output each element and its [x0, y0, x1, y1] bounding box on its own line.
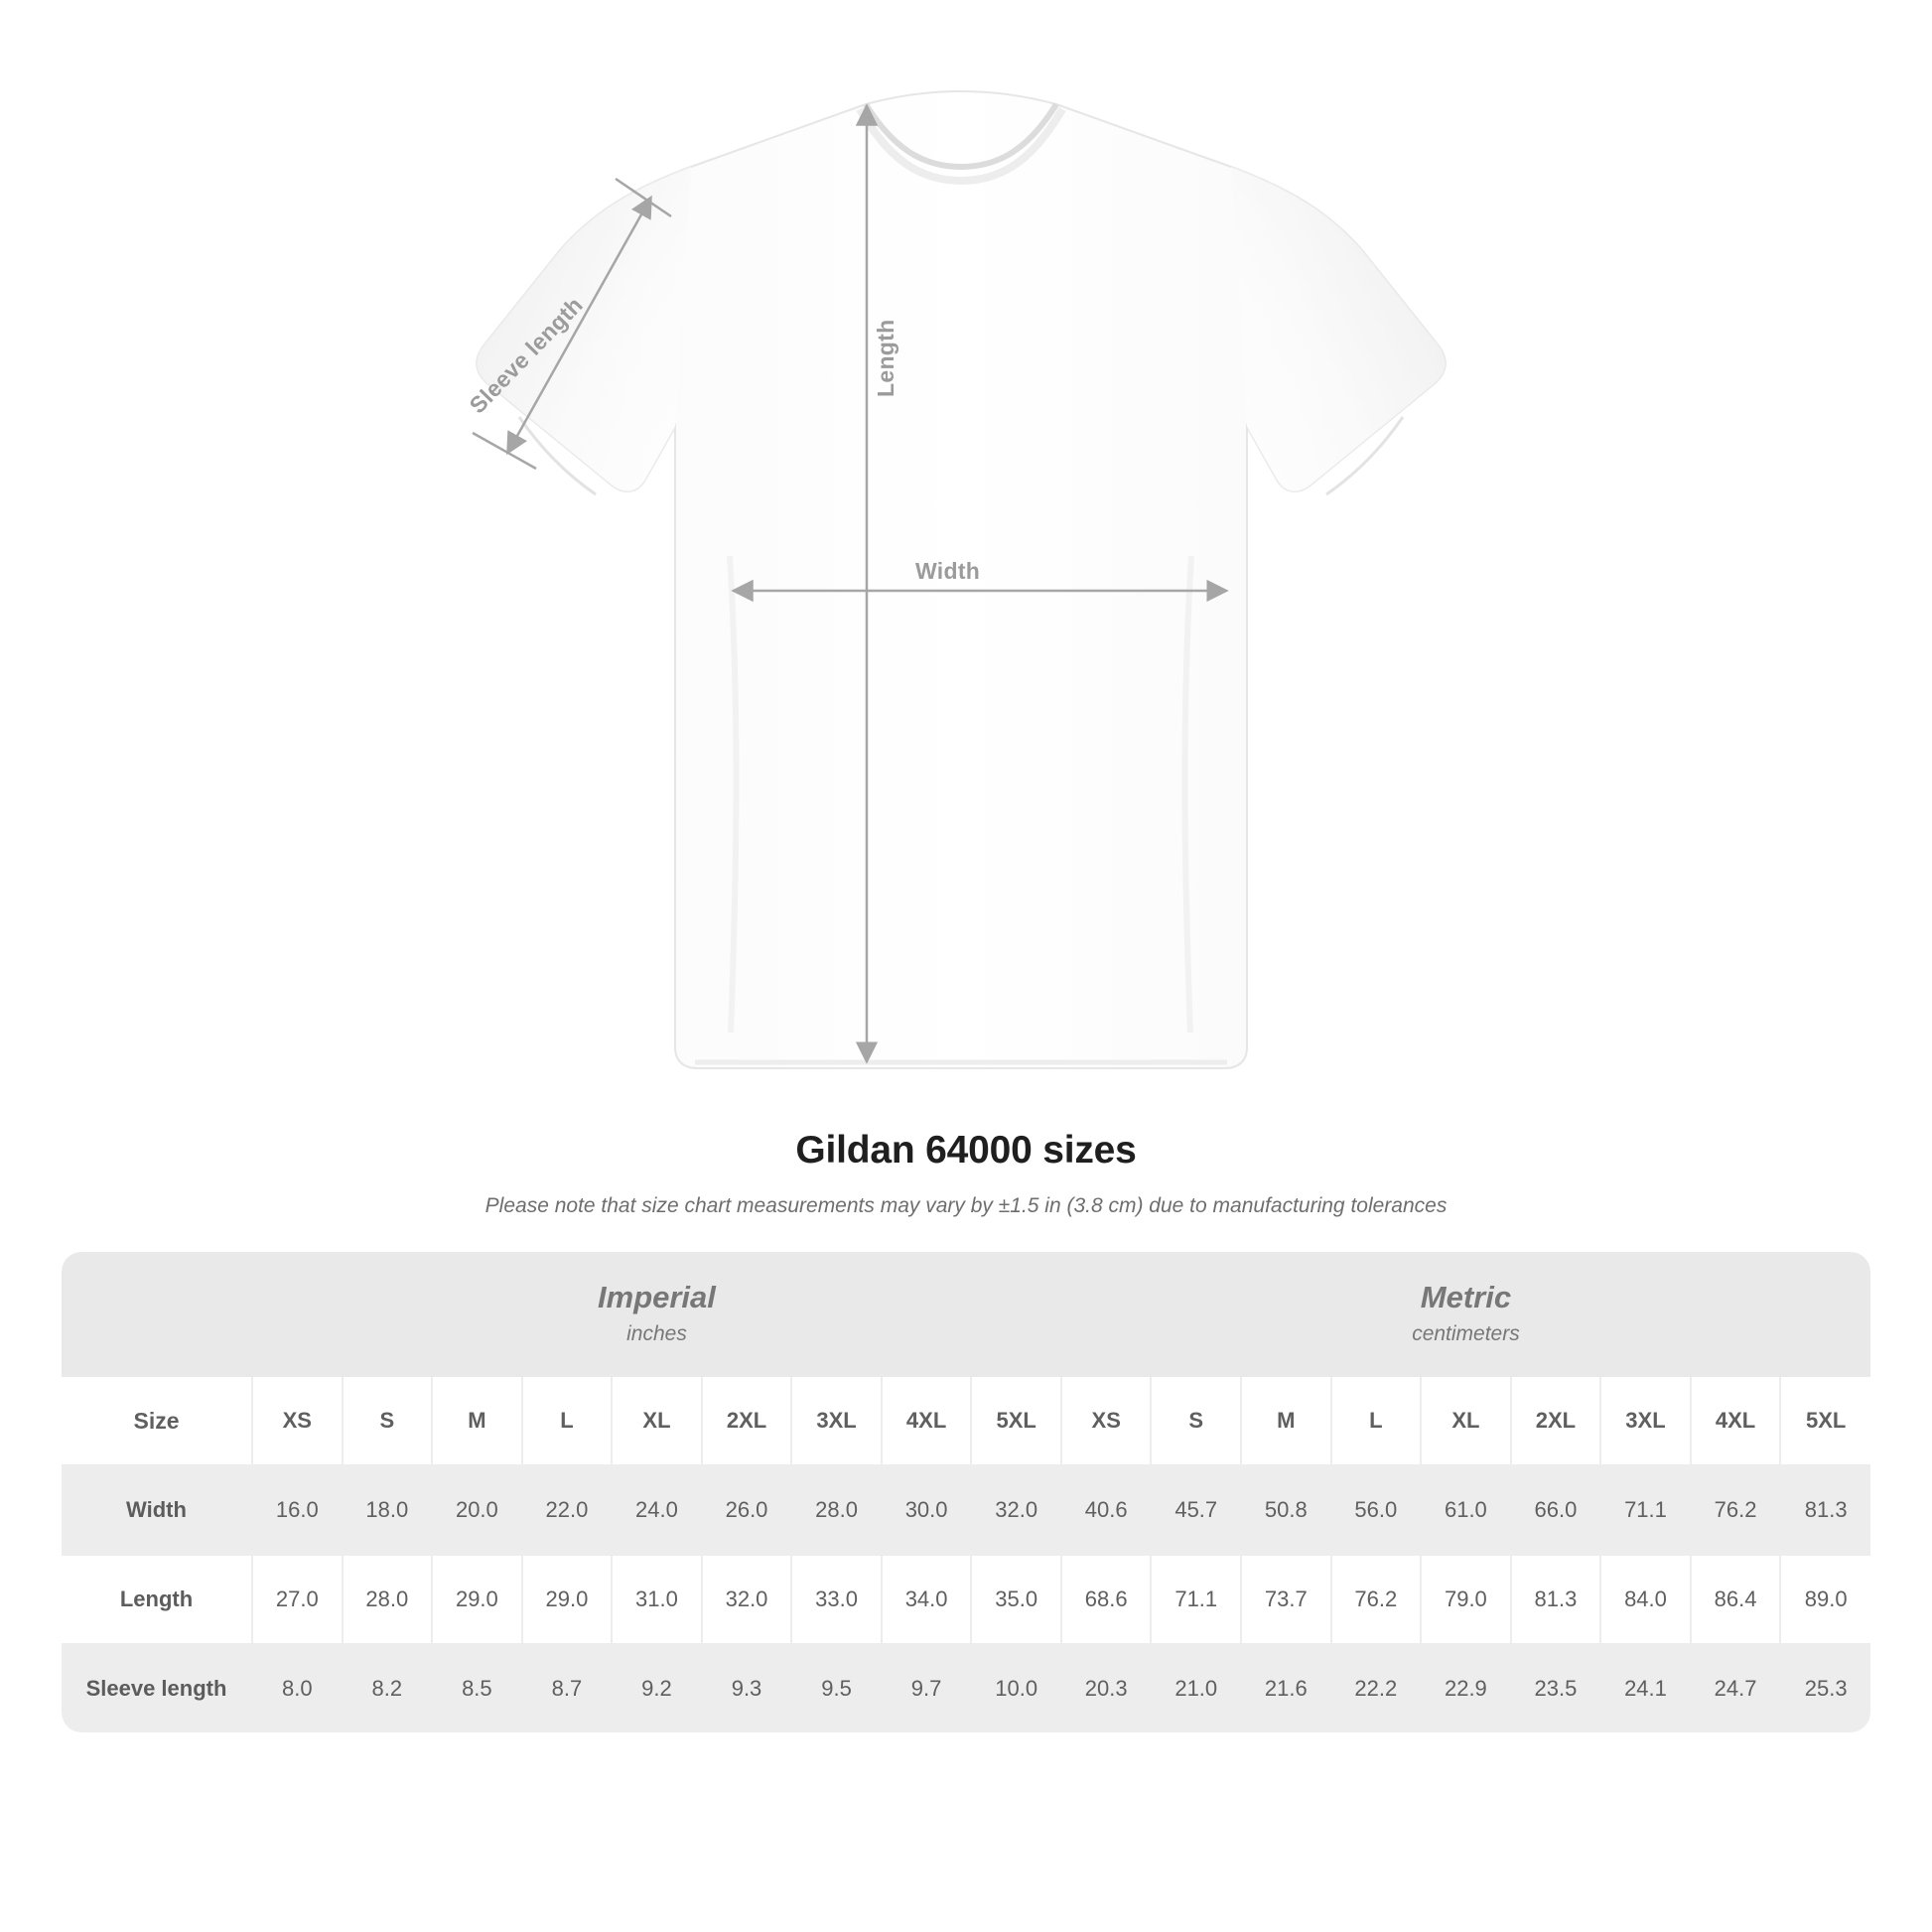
measurement-cell: 31.0 — [612, 1555, 702, 1644]
measurement-cell: 8.2 — [343, 1644, 433, 1732]
measurement-cell: 23.5 — [1511, 1644, 1601, 1732]
measurement-cell: 79.0 — [1421, 1555, 1511, 1644]
measurement-cell: 45.7 — [1151, 1465, 1241, 1555]
measurement-cell: 8.7 — [522, 1644, 613, 1732]
table-row — [62, 1465, 1870, 1555]
title-block — [0, 1129, 1932, 1218]
size-header-cell: 4XL — [1691, 1377, 1781, 1465]
measurement-cell: 27.0 — [252, 1555, 343, 1644]
size-header-cell: S — [1151, 1377, 1241, 1465]
row-label-sleeve-length: Sleeve length — [62, 1644, 252, 1732]
measurement-cell: 81.3 — [1511, 1555, 1601, 1644]
measurement-cell: 22.2 — [1331, 1644, 1422, 1732]
measurement-cell: 81.3 — [1780, 1465, 1870, 1555]
size-row-label: Size — [62, 1377, 252, 1465]
measurement-cell: 9.2 — [612, 1644, 702, 1732]
measurement-cell: 18.0 — [343, 1465, 433, 1555]
measurement-cell: 20.3 — [1061, 1644, 1152, 1732]
size-header-cell: XS — [252, 1377, 343, 1465]
size-header-cell: 3XL — [791, 1377, 882, 1465]
measurement-cell: 21.6 — [1241, 1644, 1331, 1732]
size-table-wrapper — [62, 1252, 1870, 1732]
measurement-cell: 76.2 — [1691, 1465, 1781, 1555]
size-header-cell: 2XL — [702, 1377, 792, 1465]
measurement-cell: 50.8 — [1241, 1465, 1331, 1555]
row-label-width: Width — [62, 1465, 252, 1555]
measurement-cell: 9.7 — [882, 1644, 972, 1732]
measurement-cell: 8.0 — [252, 1644, 343, 1732]
measurement-cell: 10.0 — [971, 1644, 1061, 1732]
measurement-cell: 71.1 — [1151, 1555, 1241, 1644]
measurement-cell: 56.0 — [1331, 1465, 1422, 1555]
size-header-cell: M — [432, 1377, 522, 1465]
page-title: Gildan 64000 sizes — [795, 1129, 1137, 1172]
imperial-system-label: Imperial — [598, 1279, 716, 1314]
measurement-cell: 34.0 — [882, 1555, 972, 1644]
measurement-cell: 32.0 — [702, 1555, 792, 1644]
measurement-cell: 33.0 — [791, 1555, 882, 1644]
table-row — [62, 1555, 1870, 1644]
size-header-cell: L — [522, 1377, 613, 1465]
measurement-cell: 24.7 — [1691, 1644, 1781, 1732]
size-header-cell: XL — [612, 1377, 702, 1465]
measurement-cell: 29.0 — [432, 1555, 522, 1644]
measurement-cell: 89.0 — [1780, 1555, 1870, 1644]
size-header-cell: XS — [1061, 1377, 1152, 1465]
size-header-cell: 5XL — [971, 1377, 1061, 1465]
measurement-cell: 71.1 — [1600, 1465, 1691, 1555]
metric-unit-label: centimeters — [1412, 1321, 1520, 1345]
measurement-cell: 28.0 — [343, 1555, 433, 1644]
measurement-cell: 28.0 — [791, 1465, 882, 1555]
measurement-cell: 66.0 — [1511, 1465, 1601, 1555]
size-header-cell: 4XL — [882, 1377, 972, 1465]
measurement-cell: 29.0 — [522, 1555, 613, 1644]
length-dimension-label: Length — [873, 319, 898, 397]
measurement-cell: 86.4 — [1691, 1555, 1781, 1644]
measurement-cell: 21.0 — [1151, 1644, 1241, 1732]
size-header-cell: 3XL — [1600, 1377, 1691, 1465]
measurement-cell: 40.6 — [1061, 1465, 1152, 1555]
size-table — [62, 1252, 1870, 1732]
size-header-cell: 5XL — [1780, 1377, 1870, 1465]
measurement-cell: 8.5 — [432, 1644, 522, 1732]
measurement-cell: 61.0 — [1421, 1465, 1511, 1555]
metric-system-label: Metric — [1420, 1279, 1512, 1314]
measurement-cell: 73.7 — [1241, 1555, 1331, 1644]
imperial-unit-label: inches — [626, 1321, 687, 1345]
table-row — [62, 1644, 1870, 1732]
sleeve-tick-bottom — [473, 433, 536, 469]
size-header-cell: XL — [1421, 1377, 1511, 1465]
measurement-cell: 24.1 — [1600, 1644, 1691, 1732]
unit-header-spacer — [62, 1252, 252, 1377]
measurement-cell: 24.0 — [612, 1465, 702, 1555]
size-header-cell: M — [1241, 1377, 1331, 1465]
sleeve-length-dimension-label: Sleeve length — [464, 291, 588, 419]
metric-header-cell — [1061, 1252, 1870, 1377]
size-header-cell: L — [1331, 1377, 1422, 1465]
measurement-cell: 9.5 — [791, 1644, 882, 1732]
measurement-cell: 26.0 — [702, 1465, 792, 1555]
measurement-cell: 25.3 — [1780, 1644, 1870, 1732]
measurement-cell: 84.0 — [1600, 1555, 1691, 1644]
measurement-cell: 9.3 — [702, 1644, 792, 1732]
row-label-length: Length — [62, 1555, 252, 1644]
unit-system-header-row — [62, 1252, 1870, 1377]
measurement-cell: 30.0 — [882, 1465, 972, 1555]
size-header-cell: 2XL — [1511, 1377, 1601, 1465]
tolerance-note: Please note that size chart measurements may vary by ±1.5 in (3.8 cm) due to manufacturing tolerances — [484, 1194, 1448, 1217]
measurement-cell: 32.0 — [971, 1465, 1061, 1555]
measurement-cell: 22.9 — [1421, 1644, 1511, 1732]
width-dimension-label: Width — [915, 558, 981, 584]
imperial-header-cell — [252, 1252, 1061, 1377]
measurement-cell: 16.0 — [252, 1465, 343, 1555]
measurement-cell: 20.0 — [432, 1465, 522, 1555]
measurement-cell: 35.0 — [971, 1555, 1061, 1644]
size-header-cell: S — [343, 1377, 433, 1465]
size-header-row — [62, 1377, 1870, 1465]
measurement-cell: 22.0 — [522, 1465, 613, 1555]
measurement-cell: 68.6 — [1061, 1555, 1152, 1644]
measurement-cell: 76.2 — [1331, 1555, 1422, 1644]
